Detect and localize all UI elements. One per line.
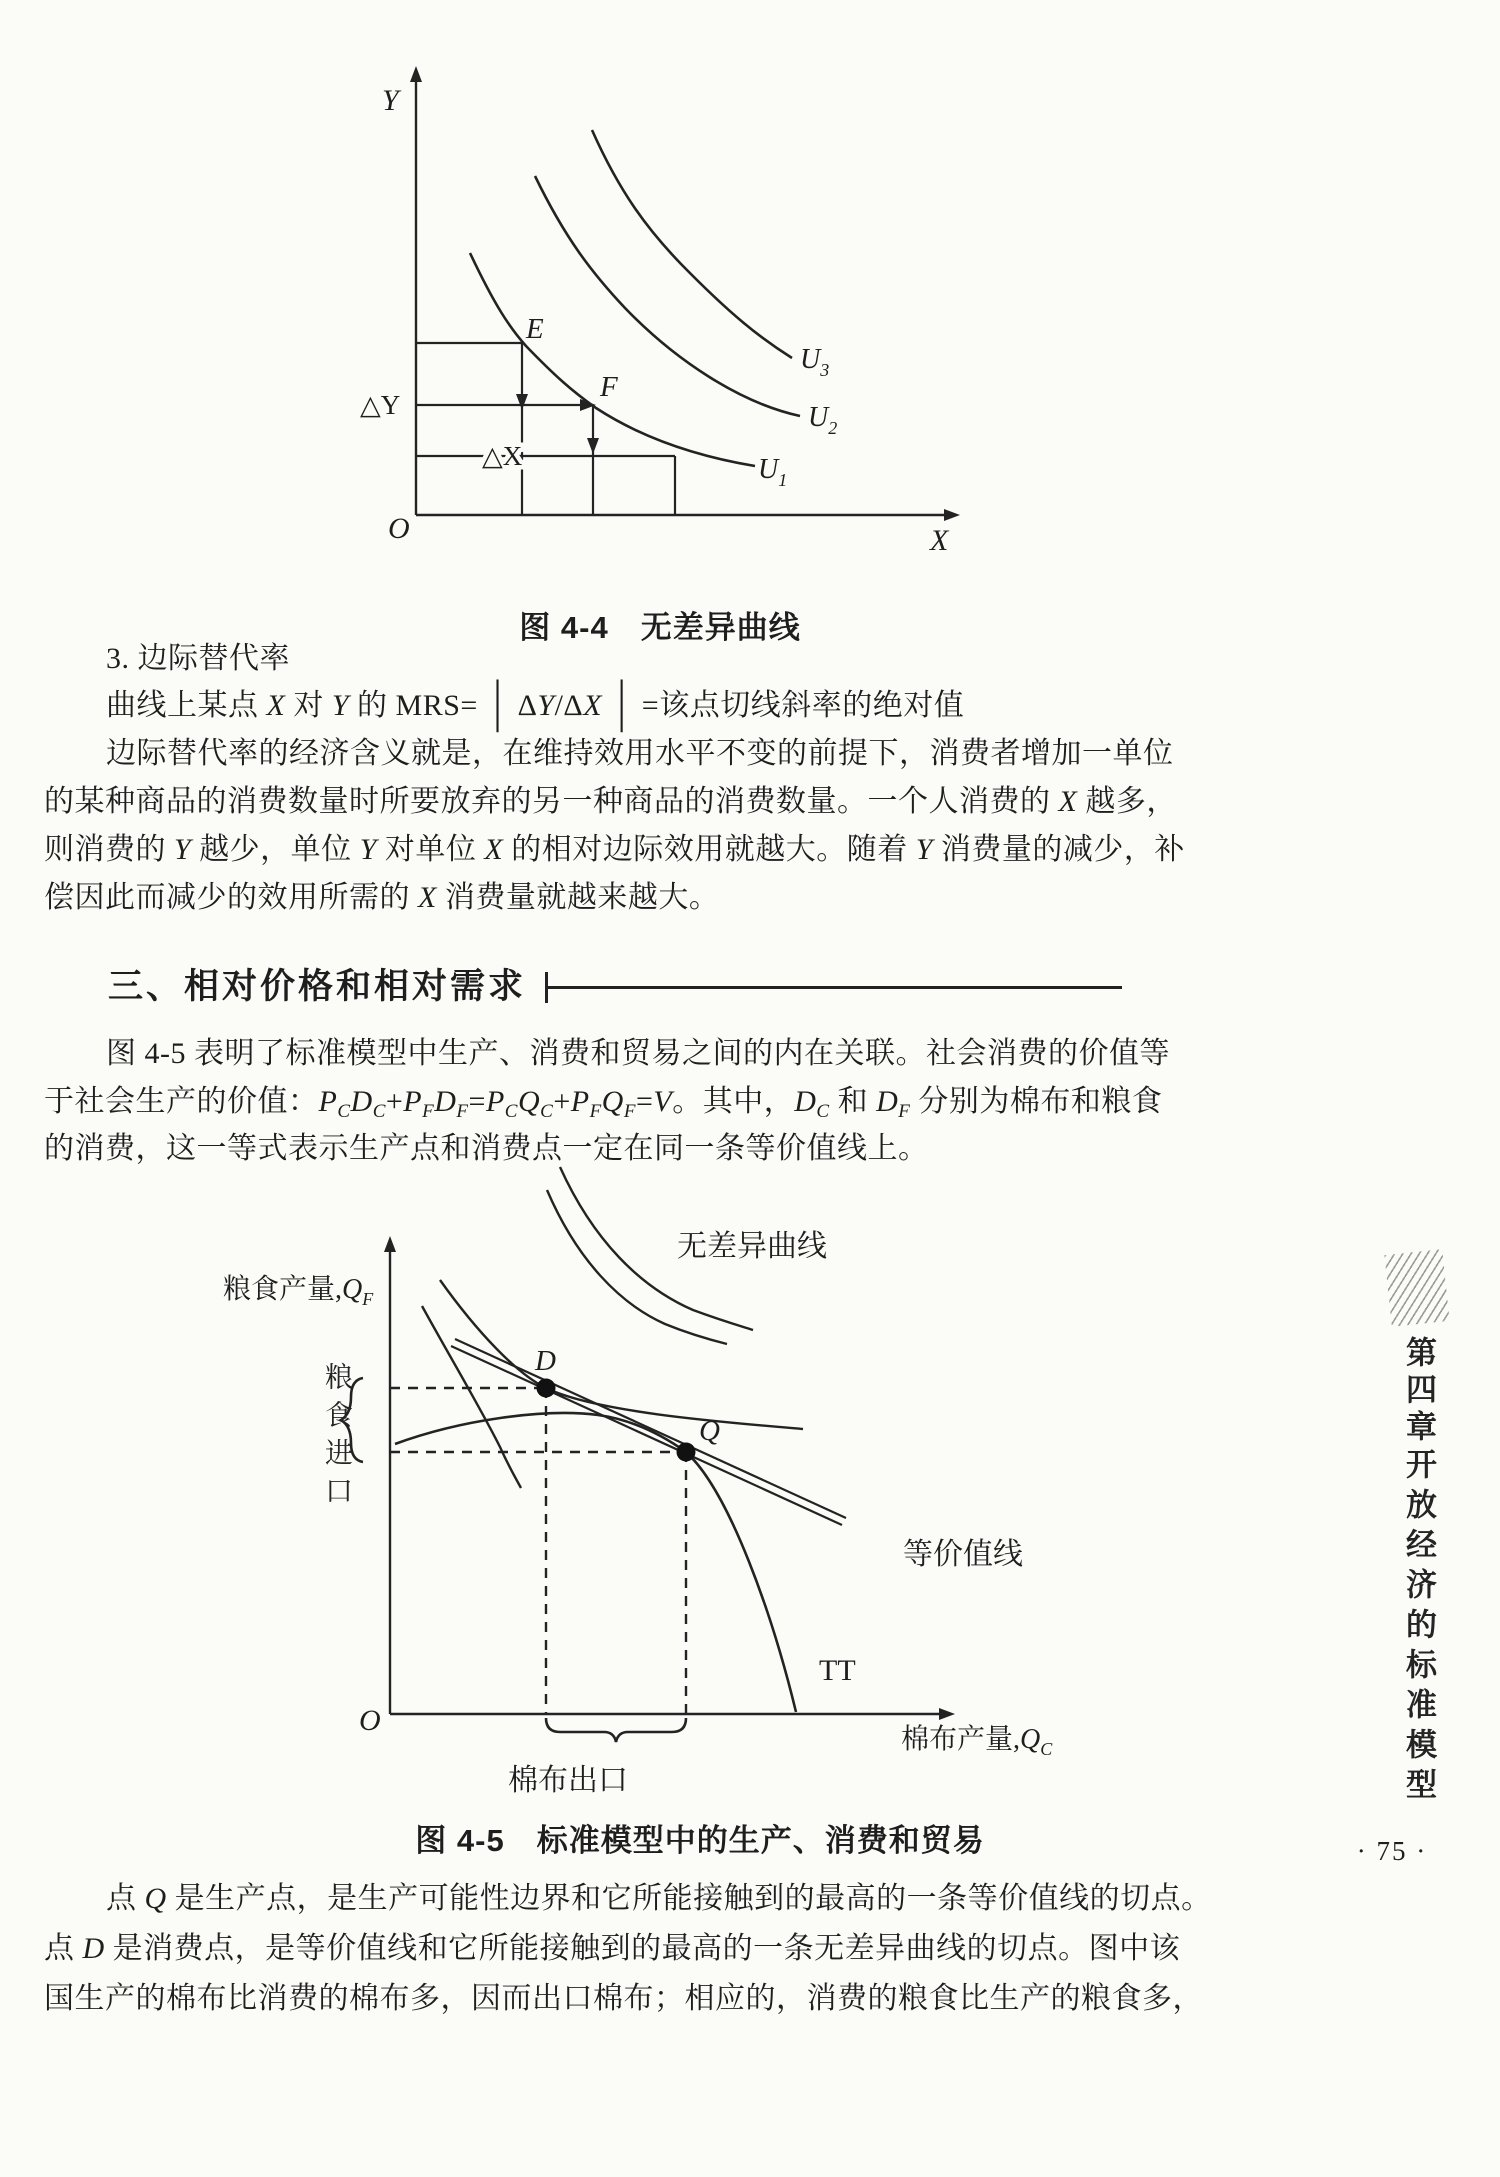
paragraph-line: 边际替代率的经济含义就是，在维持效用水平不变的前提下，消费者增加一单位 xyxy=(106,737,1174,770)
curve-u3 xyxy=(592,130,792,358)
point-q-dot xyxy=(677,1443,696,1462)
down-arrow-f xyxy=(587,438,599,454)
section-heading: 三、相对价格和相对需求 xyxy=(108,967,527,1006)
x-axis-arrow xyxy=(944,509,960,521)
mrs-formula-line: 曲线上某点 X 对 Y 的 MRS= │ ΔY/ΔX │ =该点切线斜率的绝对值 xyxy=(106,681,965,730)
point-e-label: E xyxy=(526,313,544,345)
y-axis-label: Y xyxy=(382,84,399,117)
page-number: · 75 · xyxy=(1356,1836,1428,1866)
x-axis-label: X xyxy=(930,524,949,557)
point-d-dot xyxy=(537,1379,556,1398)
paragraph-line: 偿因此而减少的效用所需的 X 消费量就越来越大。 xyxy=(44,881,720,914)
delta-x-label: △X xyxy=(482,441,523,471)
tt-label: TT xyxy=(819,1654,856,1687)
x-axis-arrow xyxy=(939,1708,955,1720)
subsection-title: 3. 边际替代率 xyxy=(106,642,290,675)
paragraph-line: 点 D 是消费点，是等价值线和它所能接触到的最高的一条无差异曲线的切点。图中该 xyxy=(44,1932,1181,1965)
indifference-curves-label: 无差异曲线 xyxy=(677,1230,827,1263)
isovalue-label: 等价值线 xyxy=(903,1538,1023,1571)
u1-label: $U_1$ xyxy=(758,454,788,490)
indifference-curve-c xyxy=(422,1306,521,1488)
curve-u1 xyxy=(470,253,755,466)
paragraph-line: 则消费的 Y 越少，单位 Y 对单位 X 的相对边际效用就越大。随着 Y 消费量的减少，补 xyxy=(44,833,1185,866)
point-d-label: D xyxy=(535,1345,556,1377)
cotton-export-label: 棉布出口 xyxy=(508,1764,628,1797)
indifference-curve-at-d xyxy=(440,1280,803,1429)
heading-rule xyxy=(546,986,1122,989)
paragraph-line: 的消费，这一等式表示生产点和消费点一定在同一条等价值线上。 xyxy=(44,1132,929,1165)
sidebar-chapter-title: 开放经济的标准模型 xyxy=(1401,1448,1436,1808)
u2-label: $U_2$ xyxy=(808,402,838,438)
isovalue-line xyxy=(451,1346,842,1525)
down-arrow-e xyxy=(516,394,528,410)
sidebar-chapter-number: 第四章 xyxy=(1401,1336,1436,1447)
figure-4-4-caption: 图 4-4 无差异曲线 xyxy=(519,610,801,645)
origin-label: O xyxy=(359,1704,381,1737)
delta-y-label: △Y xyxy=(360,390,401,420)
paragraph-line: 的某种商品的消费数量时所要放弃的另一种商品的消费数量。一个人消费的 X 越多， xyxy=(44,785,1177,818)
figure-4-5-caption: 图 4-5 标准模型中的生产、消费和贸易 xyxy=(415,1823,985,1858)
origin-label: O xyxy=(388,512,410,545)
sidebar-hatch-decoration xyxy=(1384,1249,1449,1327)
paragraph-line: 国生产的棉布比消费的棉布多，因而出口棉布；相应的，消费的粮食比生产的粮食多， xyxy=(44,1982,1203,2015)
y-axis-label: 粮食产量$,Q_F$ xyxy=(223,1274,374,1309)
curve-u2 xyxy=(535,176,800,416)
indifference-curve-b xyxy=(547,1190,727,1344)
cotton-export-brace xyxy=(546,1718,686,1742)
y-axis-arrow xyxy=(410,66,422,82)
food-import-label: 粮食进口 xyxy=(321,1362,352,1514)
paragraph-line: 点 Q 是生产点，是生产可能性边界和它所能接触到的最高的一条等价值线的切点。 xyxy=(106,1882,1212,1915)
y-axis-arrow xyxy=(384,1236,396,1252)
point-q-label: Q xyxy=(699,1415,720,1447)
figure-4-4-indifference-curves xyxy=(330,58,970,558)
paragraph-line-formula: 于社会生产的价值：$P_CD_C+P_FD_F=P_CQ_C+P_FQ_F=V$。其中，$D_C$ 和 $D_F$ 分别为棉布和粮食 xyxy=(44,1085,1163,1122)
x-axis-label: 棉布产量$,Q_C$ xyxy=(901,1724,1053,1759)
u3-label: $U_3$ xyxy=(800,344,830,380)
paragraph-line: 图 4-5 表明了标准模型中生产、消费和贸易之间的内在关联。社会消费的价值等 xyxy=(106,1037,1170,1070)
ppf-curve-tt xyxy=(395,1413,796,1712)
point-f-label: F xyxy=(600,371,618,403)
